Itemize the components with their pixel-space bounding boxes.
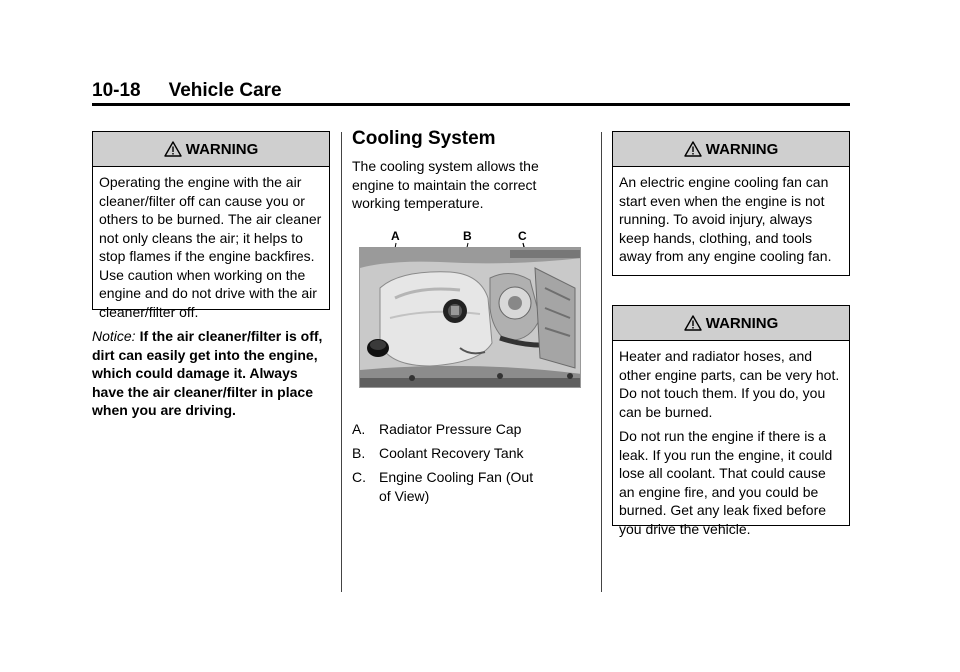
- callout-a: A: [391, 229, 400, 243]
- warning-box-cooling-fan: [612, 131, 850, 276]
- warning-header: [613, 132, 849, 167]
- warning-box-hot-hoses: [612, 305, 850, 537]
- legend-text: Engine Cooling Fan (Out: [379, 469, 534, 485]
- notice-label: Notice:: [92, 328, 136, 344]
- legend-item-a: [352, 420, 592, 439]
- legend-text-continued: of View): [379, 487, 430, 504]
- legend-letter: C.: [352, 469, 366, 485]
- warning-title: WARNING: [705, 314, 779, 332]
- warning-body: [613, 341, 849, 545]
- warning-triangle-icon: [684, 315, 702, 331]
- warning-box-air-cleaner: [92, 131, 330, 320]
- warning-title: WARNING: [185, 140, 259, 158]
- legend-text: Radiator Pressure Cap: [379, 421, 522, 437]
- warning-text: Operating the engine with the air cleaner/filter off can cause you or others to be burned. The air cleaner not only cleans the air; it helps to stop flames if the engine backfires. Use caution when working on the engine and do not drive with the air cleaner/filter off.: [99, 174, 322, 320]
- legend-text: Coolant Recovery Tank: [379, 445, 524, 461]
- warning-header: [613, 306, 849, 341]
- page-number: 10-18: [92, 80, 141, 101]
- callout-c: C: [518, 229, 527, 243]
- section-title: Vehicle Care: [168, 80, 282, 101]
- callout-b: B: [463, 229, 472, 243]
- warning-triangle-icon: [164, 141, 182, 157]
- cooling-system-heading: Cooling System: [352, 128, 496, 149]
- cooling-system-intro: The cooling system allows the engine to maintain the correct working temperature.: [352, 158, 539, 211]
- warning-text-2: Do not run the engine if there is a leak. If you run the engine, it could lose all coolant. That could cause an engine fire, and you could be burned. Get any leak fixed before you drive the vehicle.: [619, 428, 833, 537]
- page-header: [92, 80, 282, 102]
- warning-text-1: Heater and radiator hoses, and other engine parts, can be very hot. Do not touch them. If you do, you can be burned.: [619, 348, 840, 420]
- header-rule: [92, 103, 850, 106]
- legend-letter: A.: [352, 421, 366, 437]
- legend-item-c: [352, 468, 592, 505]
- legend-item-b: [352, 444, 592, 463]
- warning-text: An electric engine cooling fan can start even when the engine is not running. To avoid injury, always keep hands, clothing, and tools away from any engine cooling fan.: [619, 174, 832, 264]
- engine-compartment-photo: [359, 247, 581, 388]
- warning-triangle-icon: [684, 141, 702, 157]
- column-divider-2: [601, 132, 602, 592]
- notice-text: If the air cleaner/filter is off, dirt can easily get into the engine, which could damage it. Always have the air cleaner/filter in place when you are driving.: [92, 328, 323, 418]
- engine-illustration: [360, 248, 581, 388]
- warning-title: WARNING: [705, 140, 779, 158]
- warning-body: [93, 167, 329, 328]
- legend-letter: B.: [352, 445, 366, 461]
- warning-header: [93, 132, 329, 167]
- column-divider-1: [341, 132, 342, 592]
- warning-body: [613, 167, 849, 273]
- notice-paragraph: [92, 327, 332, 420]
